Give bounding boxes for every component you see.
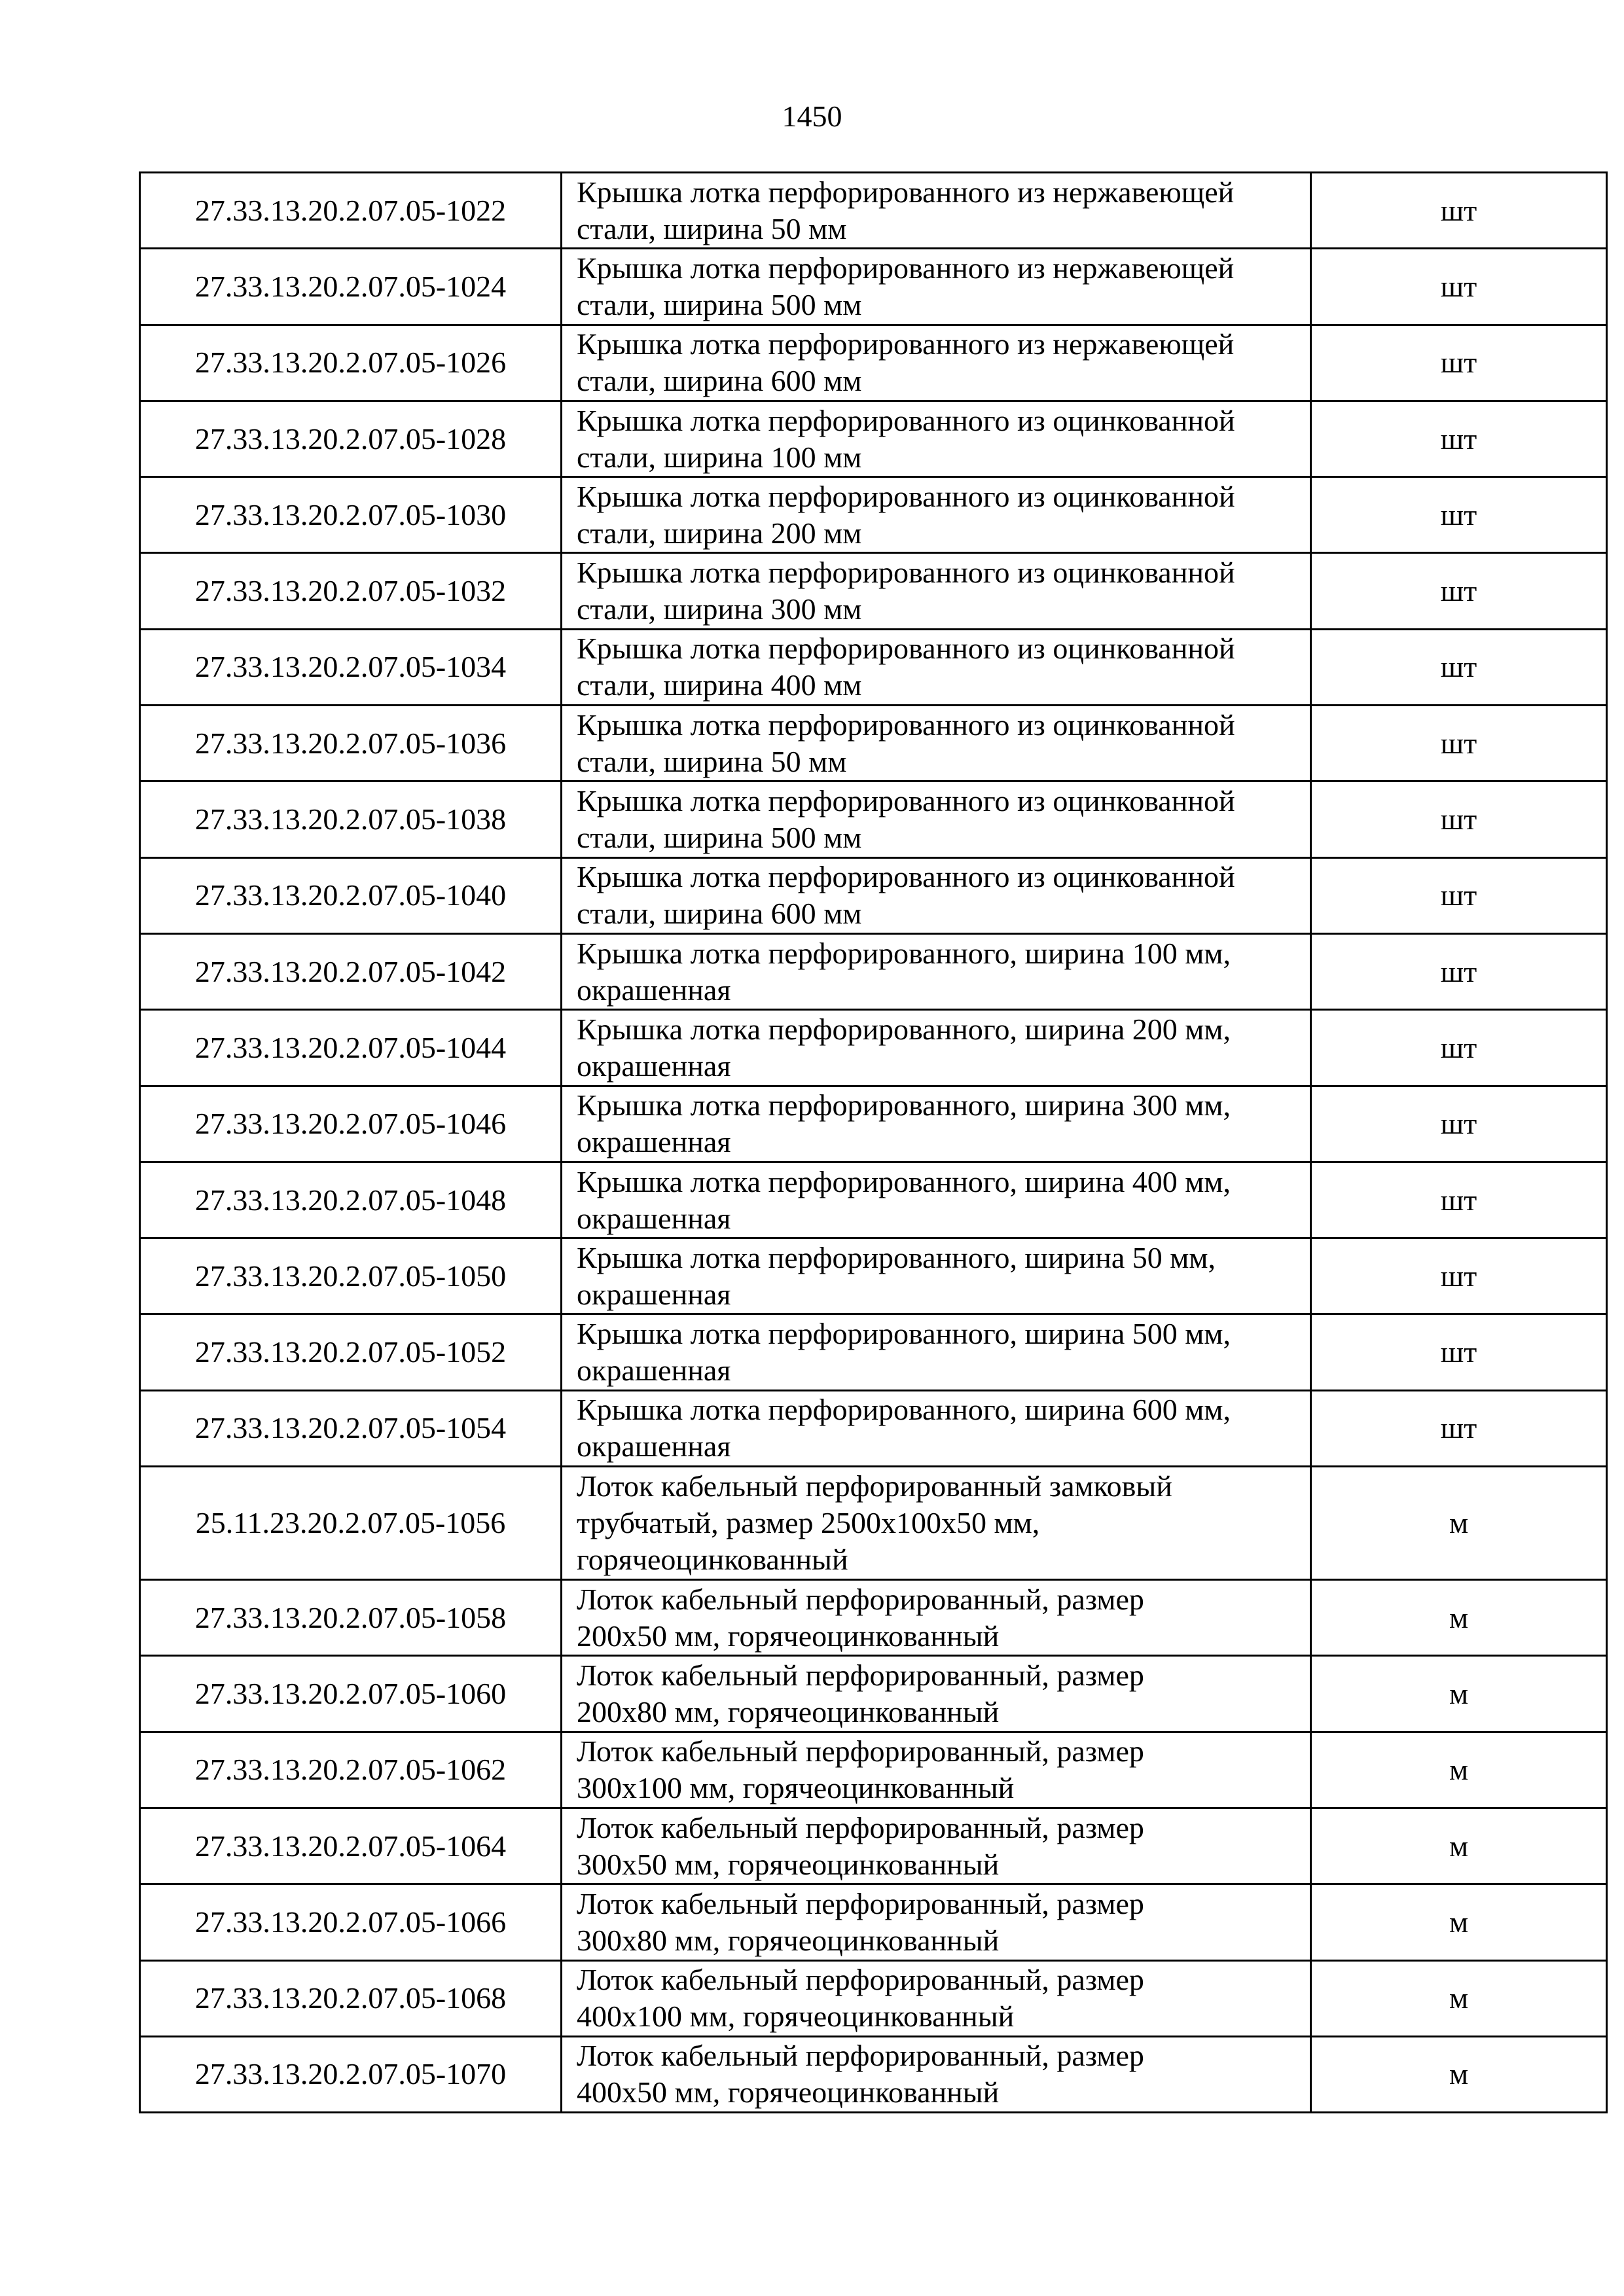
- item-unit: шт: [1311, 857, 1607, 933]
- table-row: [140, 173, 1607, 249]
- table-row: [140, 1010, 1607, 1086]
- item-unit: шт: [1311, 1010, 1607, 1086]
- item-description: Крышка лотка перфорированного, ширина 200 мм, окрашенная: [562, 1010, 1311, 1086]
- item-code: 27.33.13.20.2.07.05-1034: [140, 629, 562, 705]
- table-row: [140, 857, 1607, 933]
- item-unit: шт: [1311, 781, 1607, 857]
- item-description: Крышка лотка перфорированного из нержавеющей стали, ширина 600 мм: [562, 325, 1311, 401]
- table-row: [140, 249, 1607, 325]
- item-unit: м: [1311, 1656, 1607, 1732]
- item-description: Крышка лотка перфорированного, ширина 500 мм, окрашенная: [562, 1314, 1311, 1390]
- item-unit: м: [1311, 1960, 1607, 2036]
- item-unit: шт: [1311, 706, 1607, 781]
- table-row: [140, 2036, 1607, 2112]
- item-code: 27.33.13.20.2.07.05-1024: [140, 249, 562, 325]
- item-code: 27.33.13.20.2.07.05-1038: [140, 781, 562, 857]
- item-unit: шт: [1311, 1390, 1607, 1466]
- item-unit: шт: [1311, 1314, 1607, 1390]
- item-code: 27.33.13.20.2.07.05-1060: [140, 1656, 562, 1732]
- table-row: [140, 1732, 1607, 1808]
- table-row: [140, 1467, 1607, 1580]
- item-code: 27.33.13.20.2.07.05-1062: [140, 1732, 562, 1808]
- table-row: [140, 781, 1607, 857]
- item-code: 27.33.13.20.2.07.05-1066: [140, 1884, 562, 1960]
- item-unit: м: [1311, 2036, 1607, 2112]
- item-code: 27.33.13.20.2.07.05-1064: [140, 1808, 562, 1884]
- table-row: [140, 1162, 1607, 1238]
- item-description: Лоток кабельный перфорированный, размер 300х50 мм, горячеоцинкованный: [562, 1808, 1311, 1884]
- item-unit: шт: [1311, 1086, 1607, 1162]
- table-row: [140, 477, 1607, 553]
- item-unit: шт: [1311, 933, 1607, 1009]
- table-row: [140, 1086, 1607, 1162]
- table-row: [140, 553, 1607, 629]
- item-code: 27.33.13.20.2.07.05-1058: [140, 1580, 562, 1656]
- item-description: Лоток кабельный перфорированный, размер 400х50 мм, горячеоцинкованный: [562, 2036, 1311, 2112]
- item-description: Крышка лотка перфорированного, ширина 50 мм, окрашенная: [562, 1238, 1311, 1314]
- item-description: Лоток кабельный перфорированный, размер 200х50 мм, горячеоцинкованный: [562, 1580, 1311, 1656]
- item-description: Крышка лотка перфорированного, ширина 300 мм, окрашенная: [562, 1086, 1311, 1162]
- table-row: [140, 933, 1607, 1009]
- item-description: Крышка лотка перфорированного, ширина 600 мм, окрашенная: [562, 1390, 1311, 1466]
- item-code: 27.33.13.20.2.07.05-1030: [140, 477, 562, 553]
- item-code: 27.33.13.20.2.07.05-1042: [140, 933, 562, 1009]
- item-description: Крышка лотка перфорированного из оцинкованной стали, ширина 200 мм: [562, 477, 1311, 553]
- item-code: 27.33.13.20.2.07.05-1050: [140, 1238, 562, 1314]
- table-row: [140, 1238, 1607, 1314]
- item-code: 27.33.13.20.2.07.05-1070: [140, 2036, 562, 2112]
- item-unit: шт: [1311, 1238, 1607, 1314]
- item-description: Крышка лотка перфорированного из оцинкованной стали, ширина 400 мм: [562, 629, 1311, 705]
- item-code: 27.33.13.20.2.07.05-1028: [140, 401, 562, 476]
- item-description: Крышка лотка перфорированного из нержавеющей стали, ширина 50 мм: [562, 173, 1311, 249]
- table-row: [140, 325, 1607, 401]
- table-row: [140, 1884, 1607, 1960]
- item-unit: м: [1311, 1732, 1607, 1808]
- page-number: 1450: [782, 99, 842, 133]
- item-code: 27.33.13.20.2.07.05-1048: [140, 1162, 562, 1238]
- item-description: Лоток кабельный перфорированный, размер 300х100 мм, горячеоцинкованный: [562, 1732, 1311, 1808]
- item-unit: шт: [1311, 477, 1607, 553]
- item-description: Крышка лотка перфорированного из оцинкованной стали, ширина 100 мм: [562, 401, 1311, 476]
- item-unit: шт: [1311, 553, 1607, 629]
- catalog-table: [139, 171, 1608, 2113]
- item-code: 27.33.13.20.2.07.05-1036: [140, 706, 562, 781]
- item-description: Крышка лотка перфорированного из оцинкованной стали, ширина 500 мм: [562, 781, 1311, 857]
- table-row: [140, 1808, 1607, 1884]
- item-description: Крышка лотка перфорированного из оцинкованной стали, ширина 300 мм: [562, 553, 1311, 629]
- table-row: [140, 401, 1607, 476]
- item-unit: шт: [1311, 249, 1607, 325]
- table-row: [140, 629, 1607, 705]
- item-code: 27.33.13.20.2.07.05-1032: [140, 553, 562, 629]
- item-code: 27.33.13.20.2.07.05-1044: [140, 1010, 562, 1086]
- item-description: Лоток кабельный перфорированный, размер 400х100 мм, горячеоцинкованный: [562, 1960, 1311, 2036]
- item-description: Крышка лотка перфорированного из нержавеющей стали, ширина 500 мм: [562, 249, 1311, 325]
- item-code: 27.33.13.20.2.07.05-1040: [140, 857, 562, 933]
- item-code: 27.33.13.20.2.07.05-1022: [140, 173, 562, 249]
- item-description: Крышка лотка перфорированного из оцинкованной стали, ширина 50 мм: [562, 706, 1311, 781]
- item-unit: м: [1311, 1808, 1607, 1884]
- catalog-table-body: [140, 173, 1607, 2113]
- item-description: Крышка лотка перфорированного из оцинкованной стали, ширина 600 мм: [562, 857, 1311, 933]
- table-row: [140, 1314, 1607, 1390]
- item-code: 27.33.13.20.2.07.05-1046: [140, 1086, 562, 1162]
- item-description: Лоток кабельный перфорированный, размер 200х80 мм, горячеоцинкованный: [562, 1656, 1311, 1732]
- item-unit: шт: [1311, 401, 1607, 476]
- item-unit: м: [1311, 1884, 1607, 1960]
- item-unit: шт: [1311, 629, 1607, 705]
- item-unit: м: [1311, 1467, 1607, 1580]
- item-unit: шт: [1311, 173, 1607, 249]
- table-row: [140, 1656, 1607, 1732]
- item-code: 25.11.23.20.2.07.05-1056: [140, 1467, 562, 1580]
- item-unit: шт: [1311, 325, 1607, 401]
- table-row: [140, 1580, 1607, 1656]
- item-code: 27.33.13.20.2.07.05-1026: [140, 325, 562, 401]
- table-row: [140, 1960, 1607, 2036]
- item-description: Крышка лотка перфорированного, ширина 100 мм, окрашенная: [562, 933, 1311, 1009]
- item-code: 27.33.13.20.2.07.05-1068: [140, 1960, 562, 2036]
- table-row: [140, 706, 1607, 781]
- item-description: Крышка лотка перфорированного, ширина 400 мм, окрашенная: [562, 1162, 1311, 1238]
- item-code: 27.33.13.20.2.07.05-1052: [140, 1314, 562, 1390]
- item-description: Лоток кабельный перфорированный, размер 300х80 мм, горячеоцинкованный: [562, 1884, 1311, 1960]
- table-row: [140, 1390, 1607, 1466]
- item-description: Лоток кабельный перфорированный замковый трубчатый, размер 2500х100х50 мм, горячеоцинкованный: [562, 1467, 1311, 1580]
- item-unit: шт: [1311, 1162, 1607, 1238]
- item-unit: м: [1311, 1580, 1607, 1656]
- item-code: 27.33.13.20.2.07.05-1054: [140, 1390, 562, 1466]
